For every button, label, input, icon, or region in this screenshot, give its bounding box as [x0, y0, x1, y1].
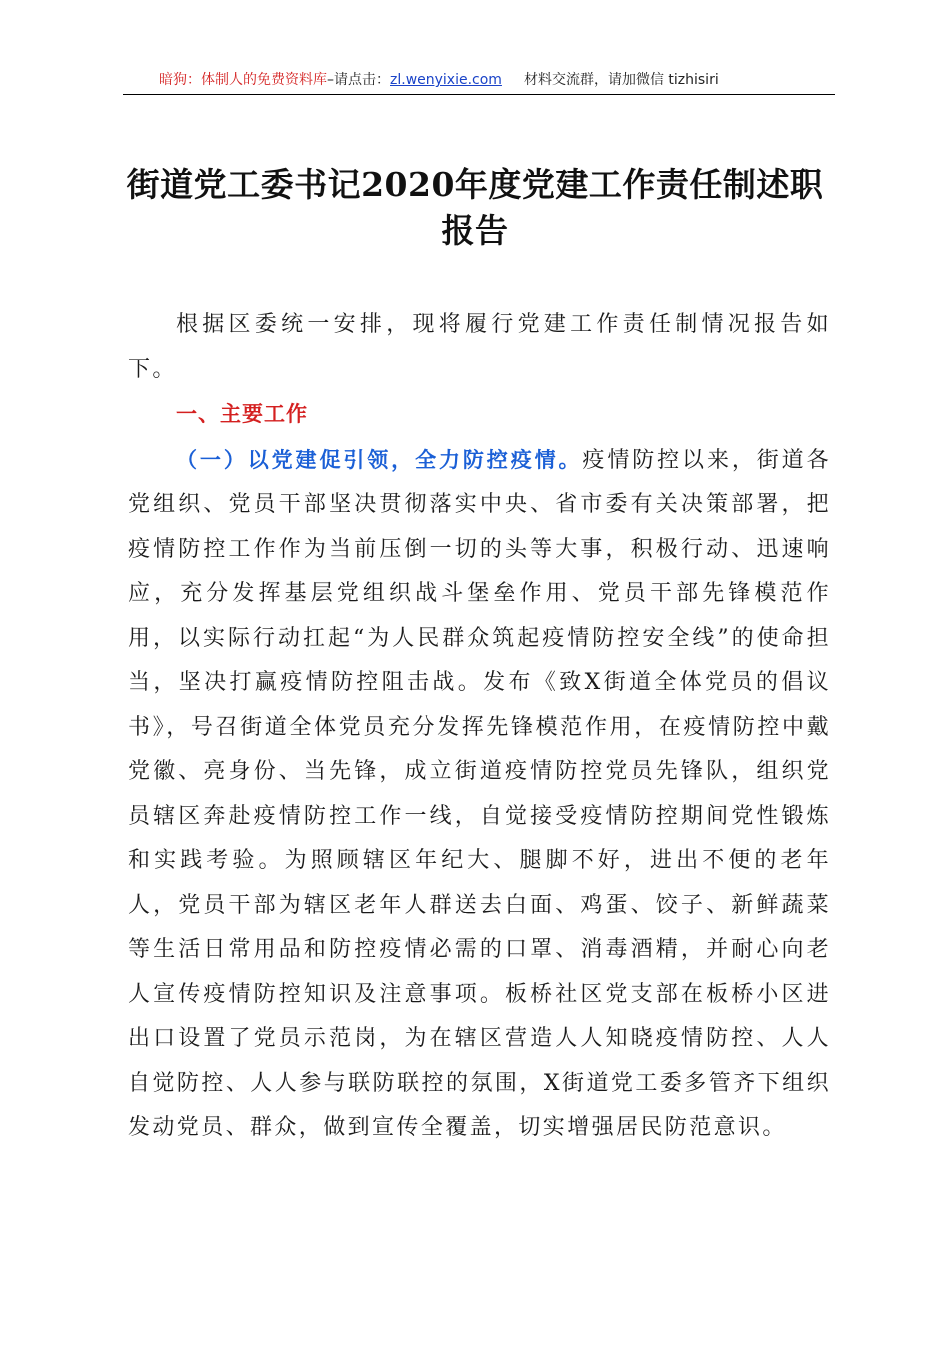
subsection-heading: （一）以党建促引领，全力防控疫情。 [176, 447, 583, 472]
site-name: 暗狗：体制人的免费资料库 [159, 72, 327, 88]
header-separator: –请点击： [327, 72, 390, 88]
site-link[interactable]: zl.wenyixie.com [390, 72, 502, 88]
intro-paragraph: 根据区委统一安排，现将履行党建工作责任制情况报告如下。 [128, 312, 831, 382]
document-body [128, 303, 831, 1151]
header-banner [123, 70, 835, 95]
subsection-body: 疫情防控以来，街道各党组织、党员干部坚决贯彻落实中央、省市委有关决策部署，把疫情防控工作作为当前压倒一切的头等大事，积极行动、迅速响应，充分发挥基层党组织战斗堡垒作用、党员干部先锋模范作用，以实际行动扛起“为人民群众筑起疫情防控安全线”的使命担当，坚决打赢疫情防控阻击战。发布《致X街道全体党员的倡议书》，号召街道全体党员充分发挥先锋模范作用，在疫情防控中戴党徽、亮身份、当先锋，成立街道疫情防控党员先锋队，组织党员辖区奔赴疫情防控工作一线，自觉接受疫情防控期间党性锻炼和实践考验。为照顾辖区年纪大、腿脚不好，进出不便的老年人，党员干部为辖区老年人群送去白面、鸡蛋、饺子、新鲜蔬菜等生活日常用品和防控疫情必需的口罩、消毒酒精，并耐心向老人宣传疫情防控知识及注意事项。板桥社区党支部在板桥小区进出口设置了党员示范岗，为在辖区营造人人知晓疫情防控、人人自觉防控、人人参与联防联控的氛围，X街道党工委多管齐下组织发动党员、群众，做到宣传全覆盖，切实增强居民防范意识。 [128, 447, 831, 1140]
section-heading-text: 一、主要工作 [176, 402, 308, 426]
subsection-paragraph [128, 438, 831, 1151]
document-title: 街道党工委书记2020年度党建工作责任制述职报告 [126, 165, 824, 250]
contact-info: 材料交流群，请加微信 tizhisiri [523, 72, 719, 88]
section-heading [128, 392, 831, 438]
